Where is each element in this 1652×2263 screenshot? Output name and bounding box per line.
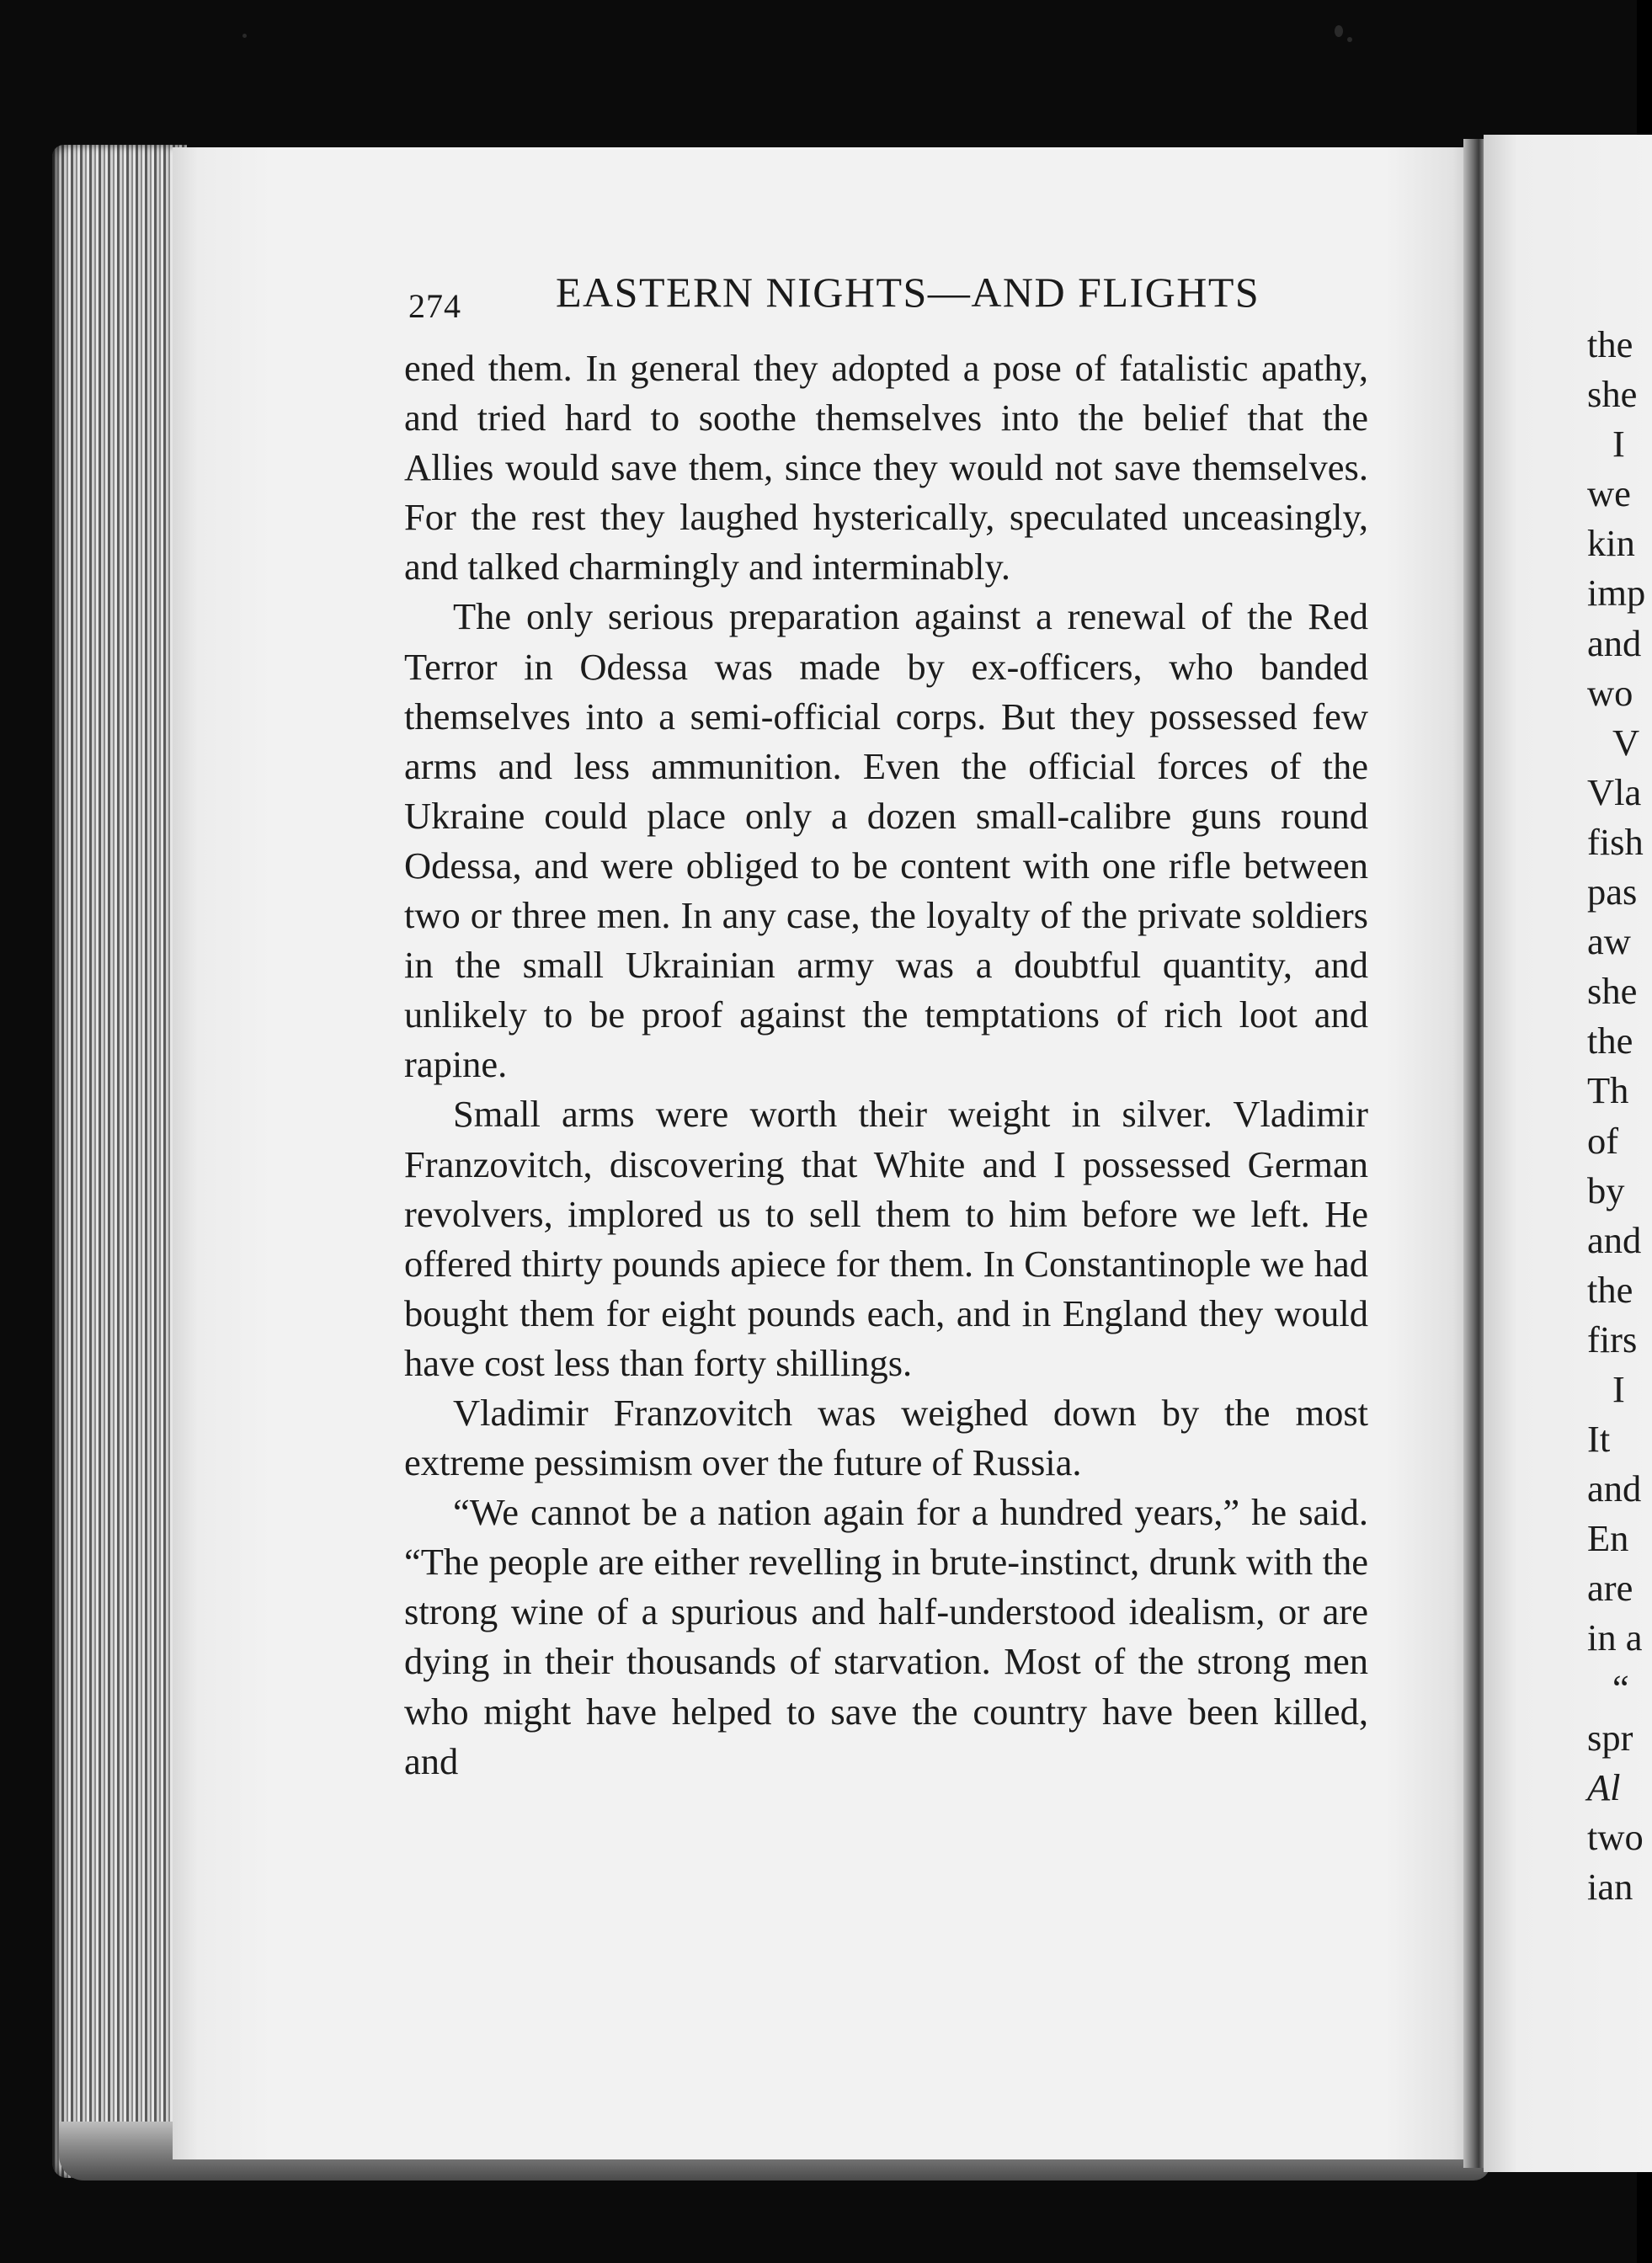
facing-page-text <box>1587 320 1646 1912</box>
facing-line: It <box>1587 1418 1611 1461</box>
page-body <box>404 343 1368 1786</box>
paragraph: Vladimir Franzovitch was weighed down by the most extreme pessimism over the future of Russia. <box>404 1391 1368 1484</box>
facing-line: the <box>1587 323 1633 365</box>
facing-line: I <box>1612 1367 1625 1410</box>
facing-line: the <box>1587 1020 1633 1062</box>
facing-line: Al <box>1587 1765 1621 1808</box>
facing-line: “ <box>1612 1666 1629 1709</box>
facing-line: ian <box>1587 1865 1633 1908</box>
facing-line: by <box>1587 1169 1625 1211</box>
running-title: EASTERN NIGHTS—AND FLIGHTS <box>556 269 1260 316</box>
facing-line: and <box>1587 1467 1642 1510</box>
paragraph: Small arms were worth their weight in silver. Vladimir Franzovitch, discovering that White and I possessed German revolvers, implored us to sell them to him before we left. He offered thirty pounds apiece for them. In Constantinople we had bought them for eight pounds each, and in England they would have cost less than forty shillings. <box>404 1093 1368 1384</box>
facing-line: kin <box>1587 522 1635 565</box>
book-gutter <box>1463 139 1485 2168</box>
facing-line: and <box>1587 621 1642 664</box>
dust-speck <box>1335 25 1343 37</box>
facing-line: firs <box>1587 1318 1638 1360</box>
facing-line: fish <box>1587 820 1644 863</box>
facing-line: the <box>1587 1268 1633 1311</box>
book-page-edges <box>52 145 187 2178</box>
facing-line: I <box>1612 423 1625 466</box>
facing-line: En <box>1587 1517 1629 1560</box>
paragraph: The only serious preparation against a renewal of the Red Terror in Odessa was made by ex-officers, who banded themselves into a semi-official corps. But they possessed few arms and less ammunition. Even the official forces of the Ukraine could place only a dozen small-calibre guns round Odessa, and were obliged to be content with one rifle between two or three men. In any case, the loyalty of the private soldiers in the small Ukrainian army was a doubtful quantity, and unlikely to be proof against the temptations of rich loot and rapine. <box>404 595 1368 1086</box>
running-head <box>408 268 1368 327</box>
facing-line: pas <box>1587 871 1638 913</box>
page-number: 274 <box>408 287 461 325</box>
facing-line: and <box>1587 1218 1642 1261</box>
facing-line: wo <box>1587 671 1633 714</box>
facing-line: Vla <box>1587 770 1642 813</box>
facing-line: aw <box>1587 920 1631 963</box>
facing-line: V <box>1612 721 1640 764</box>
facing-line: spr <box>1587 1716 1633 1759</box>
facing-line: she <box>1587 373 1638 416</box>
paragraph: ened them. In general they adopted a pose of fatalistic apathy, and tried hard to soothe themselves into the belief that the Allies would save them, since they would not save themselves. For the rest they laughed hysterically, speculated unceasingly, and talked charmingly and interminably. <box>404 347 1368 588</box>
facing-line: she <box>1587 970 1638 1013</box>
facing-line: are <box>1587 1567 1633 1610</box>
facing-line: in a <box>1587 1616 1643 1659</box>
facing-line: of <box>1587 1119 1619 1162</box>
dust-speck <box>242 34 247 38</box>
facing-line: two <box>1587 1815 1644 1858</box>
facing-line: Th <box>1587 1069 1629 1112</box>
facing-line: imp <box>1587 572 1646 615</box>
dust-speck <box>1347 37 1352 42</box>
facing-line: we <box>1587 472 1631 515</box>
paragraph: “We cannot be a nation again for a hundred years,” he said. “The people are either revelling in brute-instinct, drunk with the strong wine of a spurious and half-understood idealism, or are dying in their thousands of starvation. Most of the strong men who might have helped to save the country have been killed, and <box>404 1491 1368 1782</box>
